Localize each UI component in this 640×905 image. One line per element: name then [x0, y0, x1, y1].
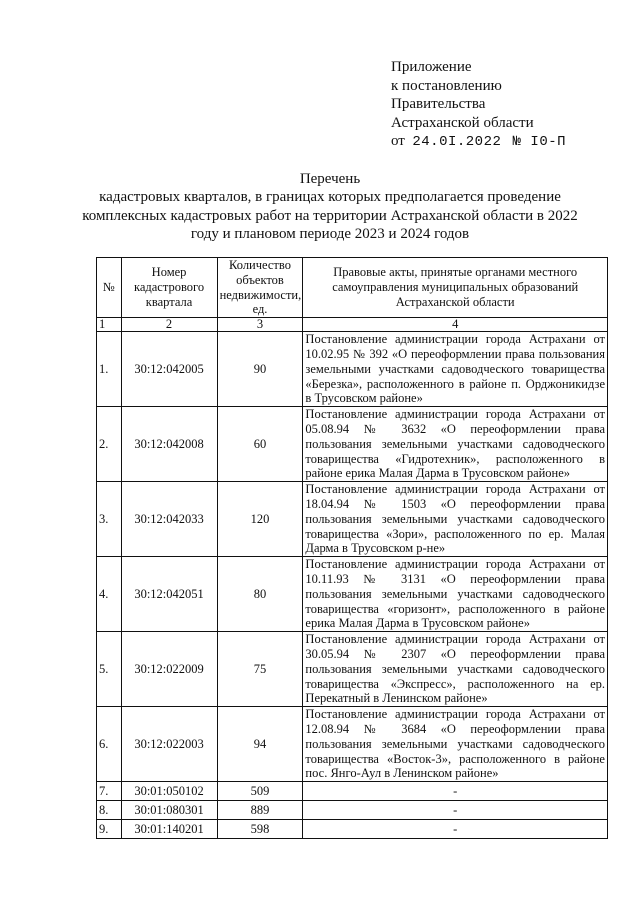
- row-act: -: [303, 820, 608, 839]
- document-title: Перечень: [299, 171, 361, 187]
- row-number: 6.: [97, 707, 122, 782]
- appendix-block: [391, 58, 566, 152]
- table-row: [97, 632, 608, 707]
- index-cell: 3: [217, 318, 303, 332]
- row-number: 7.: [97, 782, 122, 801]
- table-header-row: [97, 258, 608, 318]
- row-cadastral: 30:01:140201: [121, 820, 217, 839]
- header-count: Количество объектов недвижимости, ед.: [217, 258, 303, 318]
- table-row: [97, 820, 608, 839]
- appendix-line-1: Приложение: [391, 59, 472, 75]
- appendix-line-4: Астраханской области: [391, 114, 534, 131]
- row-act: Постановление администрации города Астрахани от 05.08.94 № 3632 «О переоформлении права пользования земельными участками садоводческого товарищества «Гидротехник», расположенного в районе ерика Малая Дарма в Трусовском районе»: [303, 407, 608, 482]
- row-count: 889: [217, 801, 303, 820]
- row-act: Постановление администрации города Астрахани от 10.11.93 № 3131 «О переоформлении права пользования земельными участками садоводческого товарищества «горизонт», расположенного в районе ерика Малая Дарма в Трусовском районе»: [303, 557, 608, 632]
- row-act: Постановление администрации города Астрахани от 12.08.94 № 3684 «О переоформлении права пользования земельными участками садоводческого товарищества «Восток-3», расположенного в районе пос. Янго-Аул в Ленинском районе»: [303, 707, 608, 782]
- row-cadastral: 30:12:022009: [121, 632, 217, 707]
- cadastral-table: [96, 257, 608, 839]
- row-count: 60: [217, 407, 303, 482]
- table-row: [97, 332, 608, 407]
- row-act: -: [303, 801, 608, 820]
- appendix-line-3: Правительства: [391, 96, 486, 112]
- document-subtitle: кадастровых кварталов, в границах которых предполагается проведение комплексных кадастровых работ на территории Астраханской области в 2022 году и плановом периоде 2023 и 2024 годов: [82, 189, 578, 242]
- index-cell: 4: [303, 318, 608, 332]
- table-row: [97, 782, 608, 801]
- row-count: 90: [217, 332, 303, 407]
- decree-date: 24.0I.2022: [412, 134, 502, 150]
- row-number: 1.: [97, 332, 122, 407]
- row-count: 598: [217, 820, 303, 839]
- table-row: [97, 801, 608, 820]
- row-act: Постановление администрации города Астрахани от 10.02.95 № 392 «О переоформлении права пользования земельными участками садоводческого товарищества «Березка», расположенного в районе п. Орджоникидзе в Трусовском районе»: [303, 332, 608, 407]
- row-count: 120: [217, 482, 303, 557]
- decree-number: № I0-П: [512, 134, 567, 150]
- table-index-row: [97, 318, 608, 332]
- date-prefix: от: [391, 133, 405, 149]
- row-cadastral: 30:12:042033: [121, 482, 217, 557]
- table-row: [97, 557, 608, 632]
- row-cadastral: 30:12:042008: [121, 407, 217, 482]
- row-number: 4.: [97, 557, 122, 632]
- row-count: 75: [217, 632, 303, 707]
- row-number: 2.: [97, 407, 122, 482]
- appendix-date-line: [391, 132, 566, 152]
- row-number: 8.: [97, 801, 122, 820]
- row-act: -: [303, 782, 608, 801]
- row-count: 94: [217, 707, 303, 782]
- index-cell: 2: [121, 318, 217, 332]
- row-number: 5.: [97, 632, 122, 707]
- row-number: 3.: [97, 482, 122, 557]
- table-row: [97, 482, 608, 557]
- row-act: Постановление администрации города Астрахани от 30.05.94 № 2307 «О переоформлении права пользования земельными участками садоводческого товарищества «Экспресс», расположенного на ер. Перекатный в Ленинском районе»: [303, 632, 608, 707]
- row-act: Постановление администрации города Астрахани от 18.04.94 № 1503 «О переоформлении права пользования земельными участками садоводческого товарищества «Зори», расположенного по ер. Малая Дарма в Трусовском р-не»: [303, 482, 608, 557]
- header-acts: Правовые акты, принятые органами местного самоуправления муниципальных образований Астраханской области: [303, 258, 608, 318]
- header-cadastral: Номер кадастрового квартала: [121, 258, 217, 318]
- table-row: [97, 407, 608, 482]
- row-cadastral: 30:12:042005: [121, 332, 217, 407]
- appendix-line-2: к постановлению: [391, 77, 502, 94]
- row-number: 9.: [97, 820, 122, 839]
- row-count: 509: [217, 782, 303, 801]
- header-number: №: [97, 258, 122, 318]
- row-cadastral: 30:01:050102: [121, 782, 217, 801]
- table-row: [97, 707, 608, 782]
- row-cadastral: 30:12:042051: [121, 557, 217, 632]
- row-cadastral: 30:01:080301: [121, 801, 217, 820]
- row-cadastral: 30:12:022003: [121, 707, 217, 782]
- index-cell: 1: [97, 318, 122, 332]
- row-count: 80: [217, 557, 303, 632]
